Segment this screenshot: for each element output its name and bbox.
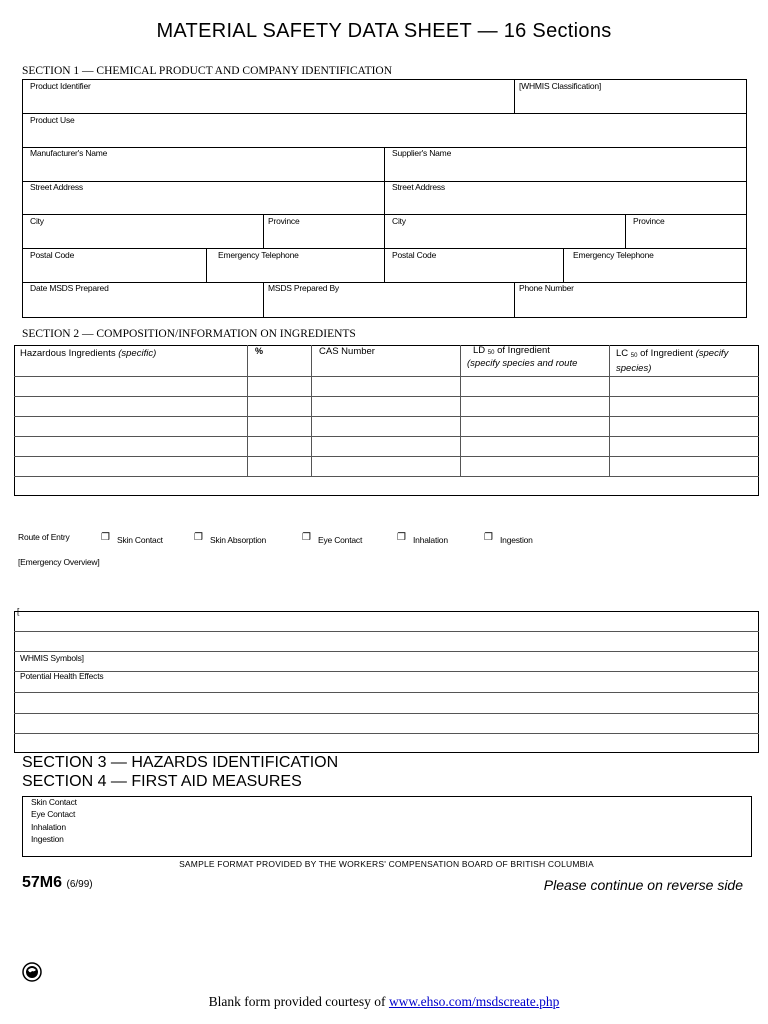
grid-line xyxy=(14,456,759,457)
col-divider xyxy=(563,248,564,282)
row-divider xyxy=(22,282,747,283)
grid-line xyxy=(14,651,759,652)
route-of-entry-label: Route of Entry xyxy=(18,532,70,542)
col-ld50-note: (specify species and route xyxy=(467,358,578,369)
lc-prefix: LC xyxy=(616,348,629,359)
checkbox-icon: ❐ xyxy=(484,532,493,543)
col-ld50 xyxy=(473,345,550,356)
first-aid-box xyxy=(22,796,752,857)
manufacturer-emergency-telephone-field[interactable]: Emergency Telephone xyxy=(218,250,299,260)
sample-format-note: SAMPLE FORMAT PROVIDED BY THE WORKERS' COMPENSATION BOARD OF BRITISH COLUMBIA xyxy=(179,859,594,869)
grid-line xyxy=(14,476,759,477)
grid-line xyxy=(14,416,759,417)
col-divider xyxy=(206,248,207,282)
section-1-heading: SECTION 1 — CHEMICAL PRODUCT AND COMPANY IDENTIFICATION xyxy=(22,65,393,77)
checkbox-ingestion[interactable] xyxy=(484,532,493,543)
checkbox-inhalation[interactable] xyxy=(397,532,406,543)
emergency-overview-label: [Emergency Overview] xyxy=(18,557,100,567)
manufacturer-name-field[interactable]: Manufacturer's Name xyxy=(30,148,108,158)
grid-line xyxy=(14,631,759,632)
grid-col xyxy=(609,345,610,476)
form-code-number: 57M6 xyxy=(22,874,63,891)
grid-line xyxy=(14,713,759,714)
lc-note: (specify xyxy=(695,348,729,359)
first-aid-skin-contact[interactable]: Skin Contact xyxy=(31,797,77,807)
form-code xyxy=(22,874,93,892)
grid-col xyxy=(311,345,312,476)
skin-contact-label: Skin Contact xyxy=(117,535,163,545)
col-divider xyxy=(263,214,264,248)
page-title: MATERIAL SAFETY DATA SHEET — 16 Sections xyxy=(156,20,612,42)
grid-line xyxy=(14,733,759,734)
col-lc50 xyxy=(616,348,728,359)
col-hazardous-ingredients xyxy=(20,348,156,359)
col-divider xyxy=(384,147,385,282)
msds-prepared-by-field[interactable]: MSDS Prepared By xyxy=(268,283,339,293)
supplier-city-field[interactable]: City xyxy=(392,216,406,226)
checkbox-icon: ❐ xyxy=(397,532,406,543)
first-aid-inhalation[interactable]: Inhalation xyxy=(31,822,66,832)
continue-note: Please continue on reverse side xyxy=(543,877,743,893)
courtesy-text: Blank form provided courtesy of xyxy=(208,994,386,1009)
potential-health-effects-field[interactable]: Potential Health Effects xyxy=(20,671,104,681)
lc-suffix: of Ingredient xyxy=(640,348,693,359)
supplier-province-field[interactable]: Province xyxy=(633,216,665,226)
form-date: (6/99) xyxy=(66,879,93,890)
col-lc50-note2: species) xyxy=(616,363,652,374)
ld-sub: 50 xyxy=(487,350,495,356)
grid-col xyxy=(460,345,461,476)
checkbox-skin-absorption[interactable] xyxy=(194,532,203,543)
col-divider xyxy=(514,282,515,318)
col-divider xyxy=(263,282,264,318)
first-aid-ingestion[interactable]: Ingestion xyxy=(31,834,64,844)
bracket-mark: [ xyxy=(17,606,20,616)
eye-contact-label: Eye Contact xyxy=(318,535,363,545)
col-hazardous-label: Hazardous Ingredients xyxy=(20,348,116,359)
ld-suffix: of Ingredient xyxy=(497,345,550,356)
grid-line xyxy=(14,396,759,397)
row-divider xyxy=(22,113,747,114)
col-divider xyxy=(625,214,626,248)
section-3-heading: SECTION 3 — HAZARDS IDENTIFICATION xyxy=(22,754,339,771)
lc-sub: 50 xyxy=(630,353,638,359)
supplier-postal-code-field[interactable]: Postal Code xyxy=(392,250,437,260)
whmis-classification-field[interactable]: [WHMIS Classification] xyxy=(519,81,602,91)
ehso-link[interactable]: www.ehso.com/msdscreate.php xyxy=(388,994,560,1009)
checkbox-skin-contact[interactable] xyxy=(101,532,110,543)
section-4-heading: SECTION 4 — FIRST AID MEASURES xyxy=(22,773,302,790)
col-percent: % xyxy=(255,346,264,356)
product-use-field[interactable]: Product Use xyxy=(30,115,75,125)
col-divider xyxy=(514,79,515,113)
supplier-street-address-field[interactable]: Street Address xyxy=(392,182,445,192)
checkbox-icon: ❐ xyxy=(194,532,203,543)
manufacturer-province-field[interactable]: Province xyxy=(268,216,300,226)
courtesy-line xyxy=(0,994,768,1010)
product-identifier-field[interactable]: Product Identifier xyxy=(30,81,91,91)
inhalation-label: Inhalation xyxy=(413,535,448,545)
section-2-heading: SECTION 2 — COMPOSITION/INFORMATION ON INGREDIENTS xyxy=(22,328,356,340)
date-msds-prepared-field[interactable]: Date MSDS Prepared xyxy=(30,283,109,293)
ld-prefix: LD xyxy=(473,345,486,356)
whmis-symbols-field[interactable]: WHMIS Symbols] xyxy=(20,653,84,663)
globe-logo-icon xyxy=(22,962,42,982)
supplier-name-field[interactable]: Supplier's Name xyxy=(392,148,452,158)
grid-line xyxy=(14,692,759,693)
manufacturer-city-field[interactable]: City xyxy=(30,216,44,226)
phone-number-field[interactable]: Phone Number xyxy=(519,283,574,293)
checkbox-eye-contact[interactable] xyxy=(302,532,311,543)
manufacturer-street-address-field[interactable]: Street Address xyxy=(30,182,83,192)
grid-line xyxy=(14,376,759,377)
col-hazardous-note: (specific) xyxy=(118,348,157,359)
col-cas-number: CAS Number xyxy=(319,346,375,357)
grid-col xyxy=(247,345,248,476)
skin-absorption-label: Skin Absorption xyxy=(210,535,267,545)
supplier-emergency-telephone-field[interactable]: Emergency Telephone xyxy=(573,250,654,260)
manufacturer-postal-code-field[interactable]: Postal Code xyxy=(30,250,75,260)
checkbox-icon: ❐ xyxy=(101,532,110,543)
emergency-overview-box xyxy=(14,611,759,753)
checkbox-icon: ❐ xyxy=(302,532,311,543)
ingestion-label: Ingestion xyxy=(500,535,533,545)
grid-line xyxy=(14,436,759,437)
first-aid-eye-contact[interactable]: Eye Contact xyxy=(31,809,76,819)
grid-line xyxy=(14,671,759,672)
